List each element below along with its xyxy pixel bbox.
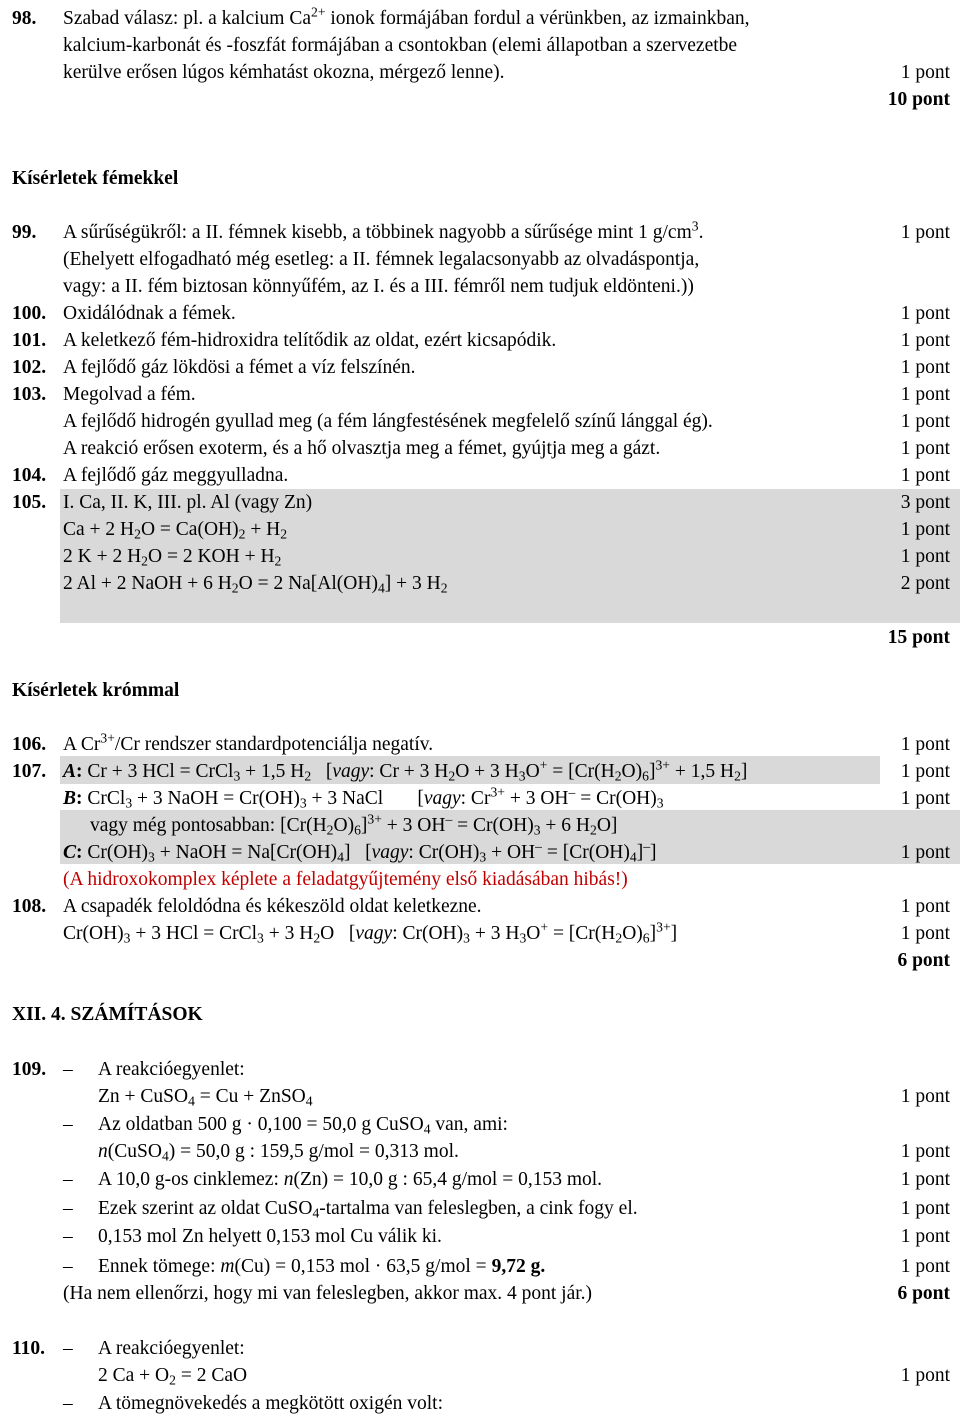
section-heading: Kísérletek fémekkel bbox=[12, 168, 179, 189]
dash-bullet: – bbox=[63, 1059, 73, 1080]
q98-line2: kalcium-karbonát és -foszfát formájában a csontokban (elemi állapotban a szervezetbe bbox=[63, 35, 738, 56]
q104: 104. A fejlődő gáz meggyulladna. 1 pont bbox=[12, 465, 950, 486]
q105-equation-ca: Ca + 2 $H_2O = Ca(OH)_2 + H_2$ 1 pont bbox=[63, 519, 950, 542]
q103-line3: A reakció erősen exoterm, és a hő olvasztja meg a fémet, gyújtja meg a gázt. 1 pont bbox=[63, 438, 950, 459]
q99-line2: (Ehelyett elfogadható még esetleg: a II. fémnek legalacsonyabb az olvadáspontja, bbox=[63, 249, 700, 270]
question-number: 98. bbox=[12, 8, 37, 29]
q98-total bbox=[0, 86, 960, 113]
q105-equation-k: 2 K + 2 $H_2O = 2$ KOH + $H_2$ 1 pont bbox=[63, 546, 950, 569]
q110-l2: 2 $Ca + O_2 = 2$ CaO 1 pont bbox=[98, 1365, 950, 1388]
q109-l4: n(CuSO$_4$) = 50,0 g : 159,5 g/mol = 0,313 mol. 1 pont bbox=[98, 1141, 950, 1164]
q109-l8: – Ennek tömege: m(Cu) = 0,153 mol · 63,5 g/mol = 9,72 g. 1 pont bbox=[63, 1256, 950, 1277]
q109-l3: – Az oldatban 500 g · 0,100 = 50,0 g CuSO$_4$ van, ami: bbox=[63, 1114, 508, 1137]
q107-c: C: $Cr(OH)_3$ + NaOH = $Na[Cr(OH)_4]$ [vagy: $Cr(OH)_3 + OH^- = [Cr(OH)_4]^-$] 1 pont bbox=[63, 838, 950, 865]
q107-b: B: CrCl$_3$ + 3 NaOH = $Cr(OH)_3 + 3$ NaCl [vagy: $Cr^{3+} + 3$ $OH^- = Cr(OH)_3$ 1 pont bbox=[63, 784, 950, 811]
q108-total: 6 pont bbox=[897, 950, 950, 971]
q107-b-alt: vagy még pontosabban: $[Cr(H_2O)_6]^{3+} + 3$ $OH^- = Cr(OH)_3 + 6$ $H_2O$] bbox=[90, 811, 618, 838]
score: 1 pont bbox=[900, 62, 950, 83]
q102: 102. A fejlődő gáz lökdösi a fémet a víz felszínén. 1 pont bbox=[12, 357, 950, 378]
q105-total: 15 pont bbox=[887, 627, 950, 648]
q107-a: 107. A: Cr + 3 HCl = CrCl$_3$ + 1,5 $H_2$ [vagy: Cr + 3 $H_2O + 3$ $H_3O^+ = [Cr(H_2O)_6]^{3+} + 1,5$ $H_2$] 1 pont bbox=[12, 757, 950, 784]
section-heading: Kísérletek krómmal bbox=[12, 680, 180, 701]
q109-l5: – A 10,0 g-os cinklemez: n(Zn) = 10,0 g : 65,4 g/mol = 0,153 mol. 1 pont bbox=[63, 1169, 950, 1190]
q103-line1: 103. Megolvad a fém. 1 pont bbox=[12, 384, 950, 405]
q110-l3: – A tömegnövekedés a megkötött oxigén volt: bbox=[63, 1393, 443, 1414]
q109-l6: – Ezek szerint az oldat CuSO$_4$-tartalma van feleslegben, a cink fogy el. 1 pont bbox=[63, 1198, 950, 1221]
q110-l1: 110. – A reakcióegyenlet: bbox=[12, 1338, 245, 1359]
q105-equation-al: 2 Al + 2 NaOH + 6 $H_2O = 2$ $Na[Al(OH)_4] + 3$ $H_2$ 2 pont bbox=[63, 573, 950, 596]
q106: 106. A $Cr^{3+}/Cr$ rendszer standardpotenciálja negatív. 1 pont bbox=[12, 730, 950, 755]
q99-line3: vagy: a II. fém biztosan könnyűfém, az I. és a III. fémről nem tudjuk eldönteni.)) bbox=[63, 276, 694, 297]
q109-l9: (Ha nem ellenőrzi, hogy mi van feleslegben, akkor max. 4 pont jár.) 6 pont bbox=[63, 1283, 950, 1304]
section-heading: XII. 4. SZÁMÍTÁSOK bbox=[12, 1004, 203, 1025]
q98-line3: kerülve erősen lúgos kémhatást okozna, mérgező lenne). 1 pont bbox=[0, 59, 960, 86]
total-score: 10 pont bbox=[887, 89, 950, 110]
q99-line1: 99. A sűrűségükről: a II. fémnek kisebb, a többinek nagyobb a sűrűsége mint 1 $g/cm^3$. 1 pont bbox=[12, 218, 950, 243]
q101: 101. A keletkező fém-hidroxidra telítődik az oldat, ezért kicsapódik. 1 pont bbox=[12, 330, 950, 351]
q98-line1: 98. Szabad válasz: pl. a kalcium $Ca^{2+}$ ionok formájában fordul a vérünkben, az izmainkban, bbox=[0, 5, 960, 32]
q100: 100. Oxidálódnak a fémek. 1 pont bbox=[12, 303, 950, 324]
q109-l7: – 0,153 mol Zn helyett 0,153 mol Cu válik ki. 1 pont bbox=[63, 1226, 950, 1247]
q107-note: (A hidroxokomplex képlete a feladatgyűjtemény első kiadásában hibás!) bbox=[63, 869, 628, 890]
q109-l2: Zn + CuSO$_4$ = Cu + ZnSO$_4$ 1 pont bbox=[98, 1086, 950, 1109]
q108-line2: $Cr(OH)_3 + 3$ HCl = CrCl$_3$ + 3 $H_2O$ [vagy: $Cr(OH)_3 + 3$ $H_3O^+ = [Cr(H_2O)_6]^{3+}$] 1 pont bbox=[63, 919, 950, 946]
q108-line1: 108. A csapadék feloldódna és kékeszöld oldat keletkezne. 1 pont bbox=[12, 896, 950, 917]
q105-line1: 105. I. Ca, II. K, III. pl. Al (vagy Zn) 3 pont bbox=[12, 492, 950, 513]
q109-l1: 109. – A reakcióegyenlet: bbox=[0, 1056, 960, 1083]
q103-line2: A fejlődő hidrogén gyullad meg (a fém lángfestésének megfelelő színű lánggal ég). 1 pont bbox=[63, 411, 950, 432]
